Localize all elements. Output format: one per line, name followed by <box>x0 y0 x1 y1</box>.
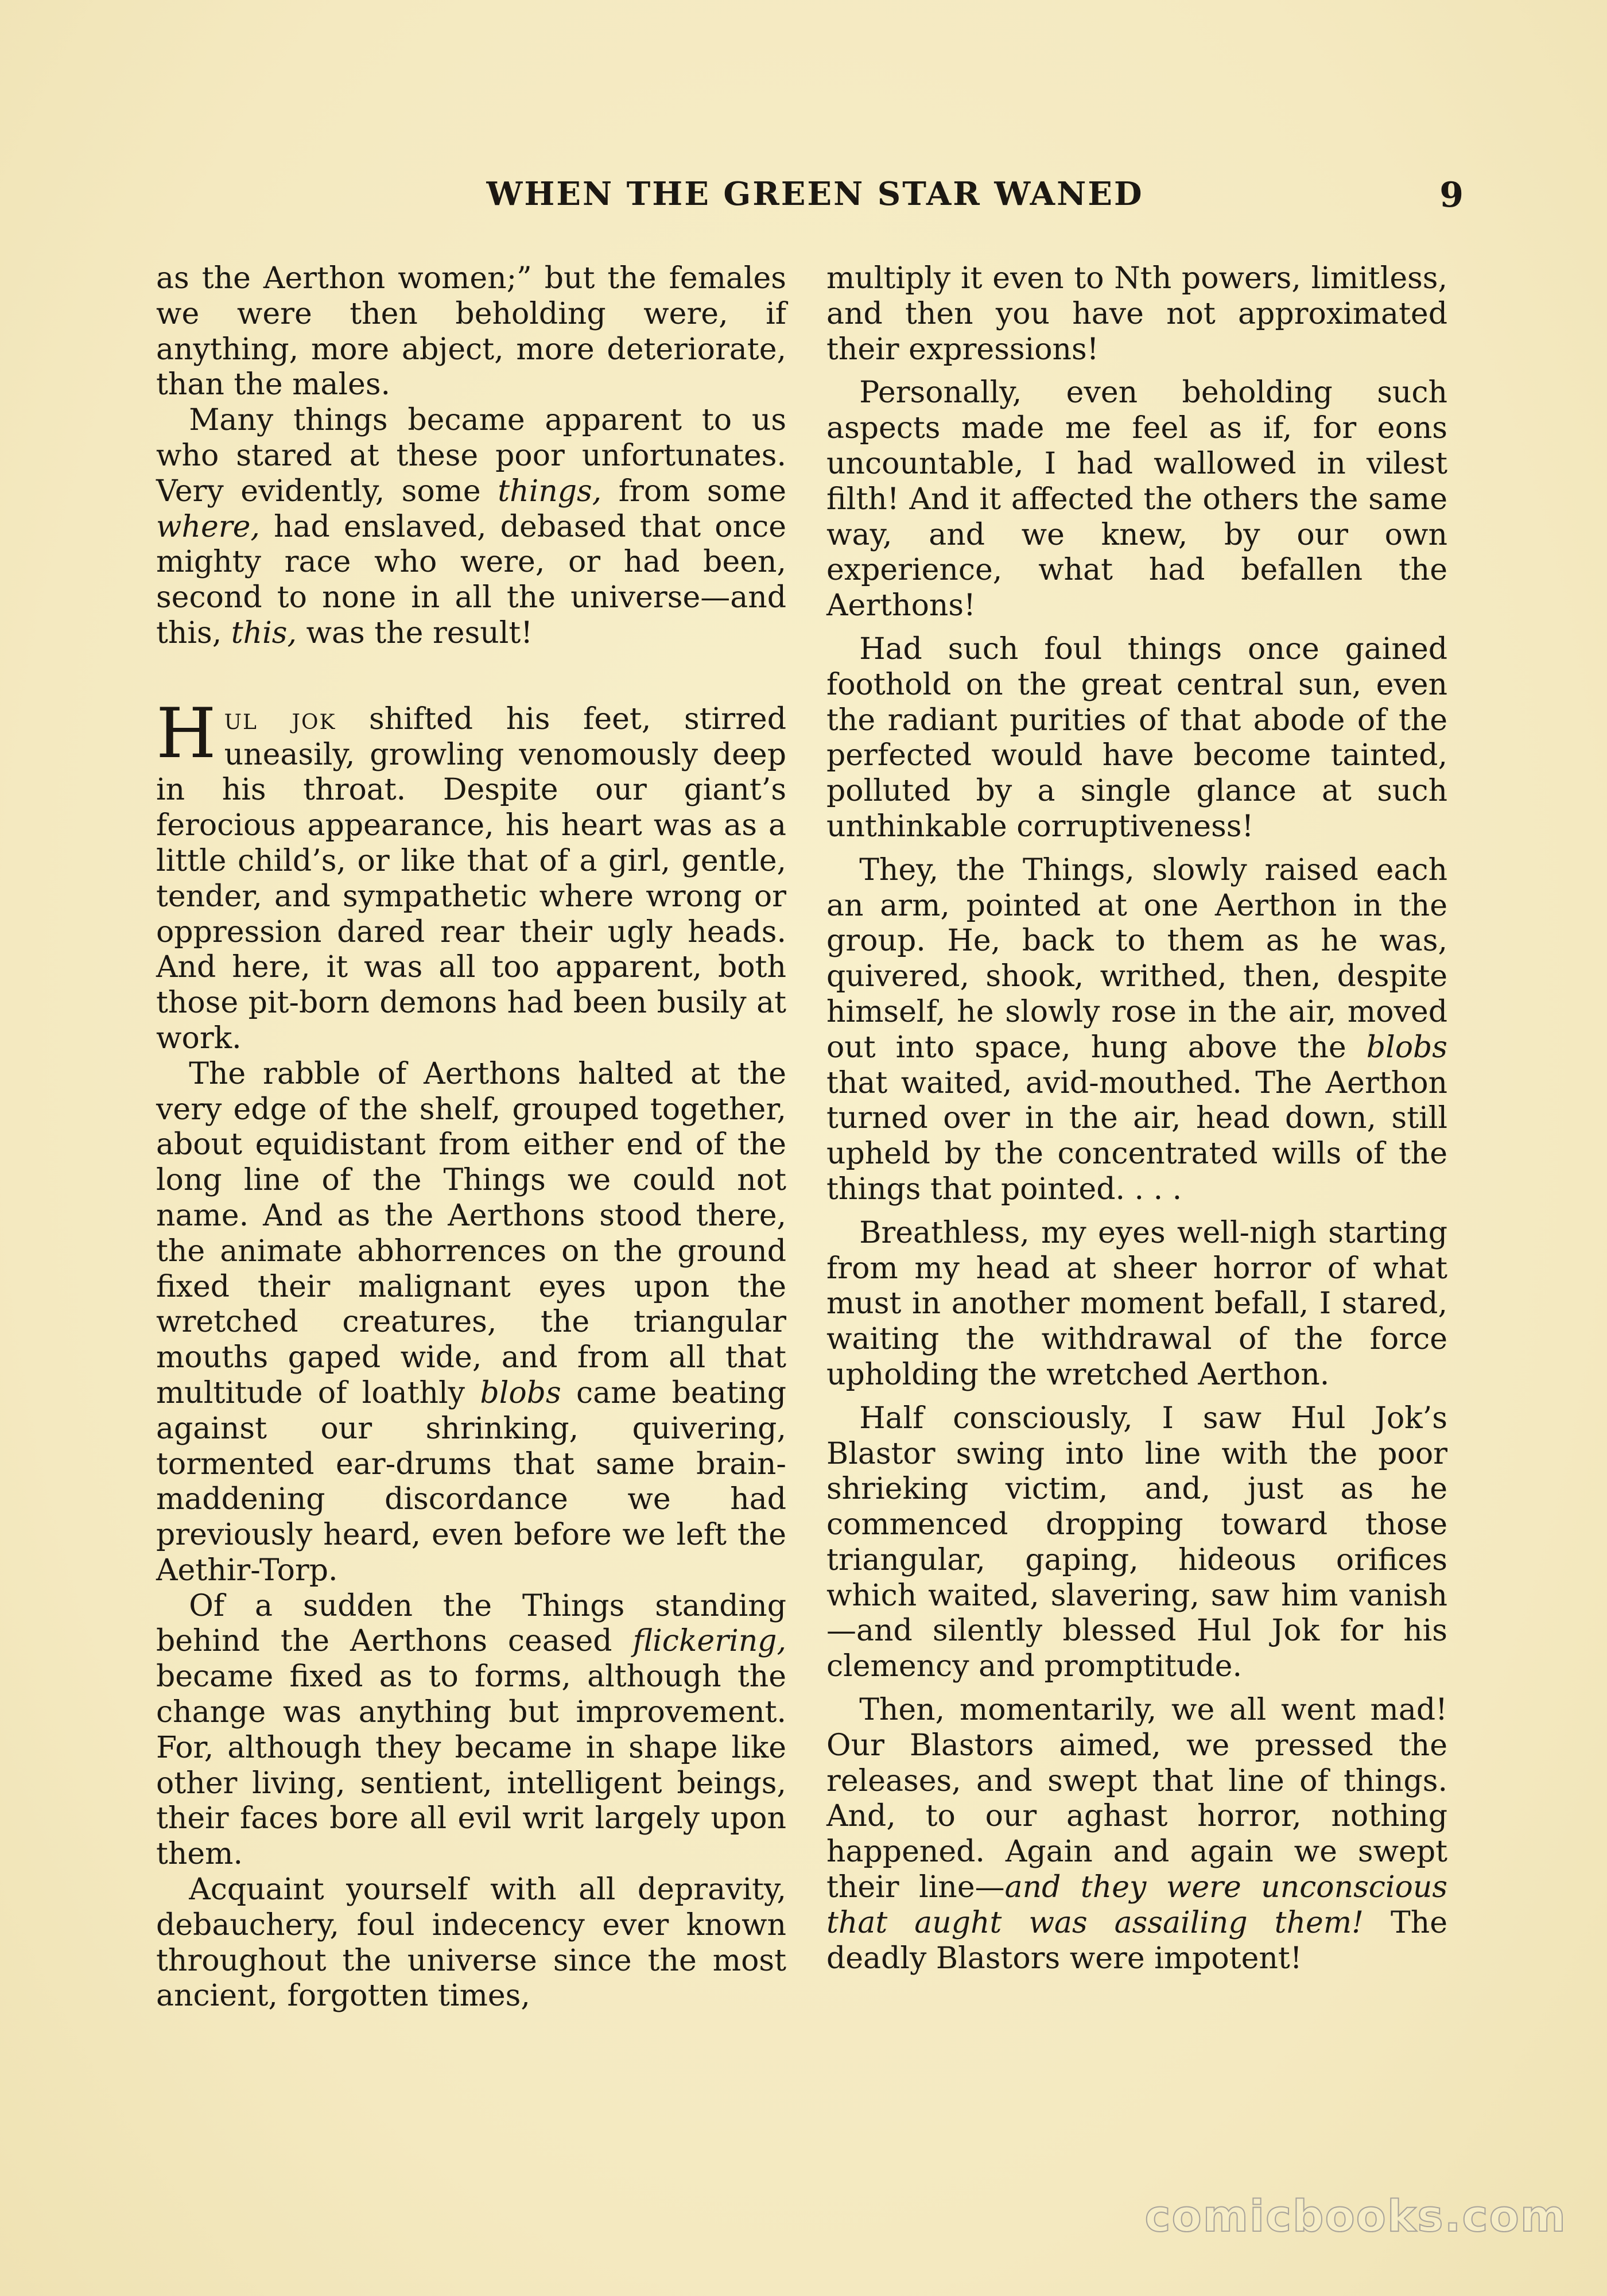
paragraph: Of a sudden the Things standing behind the Aerthons ceased flickering, became fixed as to forms, although the change was anything but improvement. For, although they became in shape like other living, sentient, intelligent beings, their faces bore all evil writ largely upon them. <box>156 1588 786 1872</box>
paragraph: The rabble of Aerthons halted at the very edge of the shelf, grouped together, about equidistant from either end of the long line of the Things we could not name. And as the Aerthons stood there, the animate abhorrences on the ground fixed their malignant eyes upon the wretched creatures, the triangular mouths gaped wide, and from all that multitude of loathly blobs came beating against our shrinking, quivering, tormented ear-drums that same brain-maddening discordance we had previously heard, even before we left the Aethir-Torp. <box>156 1056 786 1588</box>
paragraph: They, the Things, slowly raised each an arm, pointed at one Aerthon in the group. He, back to them as he was, quivered, shook, writhed, then, despite himself, he slowly rose in the air, moved out into space, hung above the blobs that waited, avid-mouthed. The Aerthon turned over in the air, head down, still upheld by the concentrated wills of the things that pointed. . . . <box>826 852 1447 1207</box>
paragraph: Acquaint yourself with all depravity, debauchery, foul indecency ever known throughout the universe since the most ancient, forgotten times, <box>156 1872 786 2014</box>
paragraph: Breathless, my eyes well-nigh starting from my head at sheer horror of what must in another moment befall, I stared, waiting the withdrawal of the force upholding the wretched Aerthon. <box>826 1215 1447 1392</box>
paragraph: Then, momentarily, we all went mad! Our Blastors aimed, we pressed the releases, and swept that line of things. And, to our aghast horror, nothing happened. Again and again we swept their line—and they were unconscious that aught was assailing them! The deadly Blastors were impotent! <box>826 1693 1448 1976</box>
small-caps-lead: ul jok <box>224 701 336 736</box>
page-header <box>155 175 1464 221</box>
right-column <box>826 261 1447 1976</box>
section-opening-paragraph: Hul jok shifted his feet, stirred uneasily, growling venomously deep in his throat. Despite our giant’s ferocious appearance, his heart was as a little child’s, or like that of a girl, gentle, tender, and sympathetic where wrong or oppression dared rear their ugly heads. And here, it was all too apparent, both those pit-born demons had been busily at work. <box>156 693 786 1056</box>
paragraph: as the Aerthon women;” but the females we were then beholding were, if anything, more abject, more deteriorate, than the males. <box>156 261 786 402</box>
running-title: WHEN THE GREEN STAR WANED <box>486 175 1144 213</box>
paragraph: Personally, even beholding such aspects made me feel as if, for eons uncountable, I had wallowed in vilest filth! And it affected the others the same way, and we knew, by our own experience, what had befallen the Aerthons! <box>826 375 1447 623</box>
paragraph: Many things became apparent to us who stared at these poor unfortunates. Very evidently, some things, from some where, had enslaved, debased that once mighty race who were, or had been, second to none in all the universe—and this, this, was the result! <box>156 403 786 650</box>
page-number: 9 <box>1439 175 1464 215</box>
drop-cap: H <box>156 693 216 774</box>
paragraph: Half consciously, I saw Hul Jok’s Blastor swing into line with the poor shrieking victim, and, just as he commenced dropping toward those triangular, gaping, hideous orifices which waited, slavering, saw him vanish—and silently blessed Hul Jok for his clemency and promptitude. <box>826 1401 1447 1684</box>
watermark-logo: comicbooks.com <box>1144 2190 1567 2241</box>
paragraph: Had such foul things once gained foothold on the great central sun, even the radiant purities of that abode of the perfected would have become tainted, polluted by a single glance at such unthinkable corruptiveness! <box>826 631 1447 844</box>
left-column <box>156 261 786 2014</box>
paragraph: multiply it even to Nth powers, limitless, and then you have not approximated their expressions! <box>826 261 1447 367</box>
